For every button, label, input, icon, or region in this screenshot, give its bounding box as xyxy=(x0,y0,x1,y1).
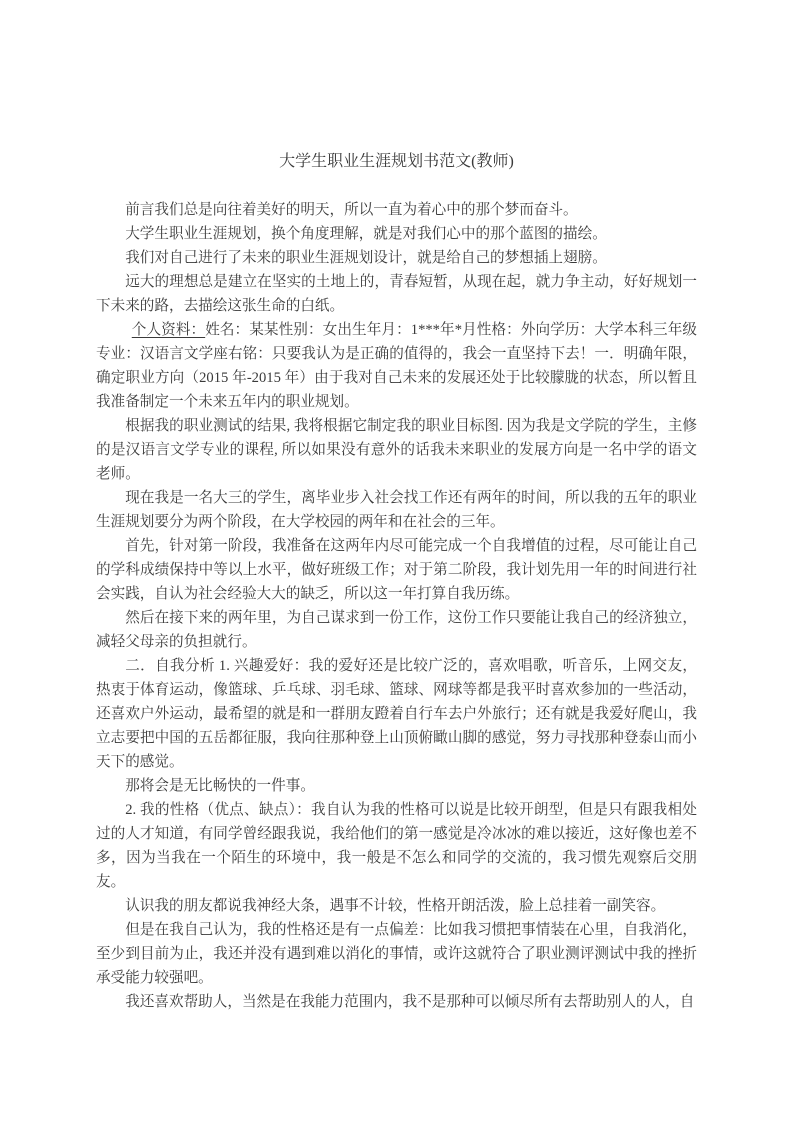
paragraph-self-analysis-hobbies: 二．自我分析 1. 兴趣爱好：我的爱好还是比较广泛的，喜欢唱歌，听音乐，上网交友，热衷于体育运动，像篮球、乒乓球、羽毛球、篮球、网球等都是我平时喜欢参加的一些活动，还喜欢户外运动，最希望的就是和一群朋友蹬着自行车去户外旅行；还有就是我爱好爬山，我立志要把中国的五岳都征服，我向往那种登上山顶俯瞰山脚的感觉，努力寻找那种登泰山而小天下的感觉。 xyxy=(96,658,697,770)
personal-info-underlined-label: 个人资料： xyxy=(131,322,206,338)
personal-info-text: 姓名：某某性别：女出生年月：1***年*月性格：外向学历：大学本科三年级专业：汉语言文学座右铭：只要我认为是正确的值得的，我会一直坚持下去！一．明确年限，确定职业方向（2015 年-2015 年）由于我对自己未来的发展还处于比较朦胧的状态，所以暂且我准备制定一个未来五年内的职业规划。 xyxy=(96,322,697,410)
paragraph-job-goal: 然后在接下来的两年里，为自己谋求到一份工作，这份工作只要能让我自己的经济独立，减轻父母亲的负担就行。 xyxy=(96,610,697,650)
paragraph-two-stages: 现在我是一名大三的学生，离毕业步入社会找工作还有两年的时间，所以我的五年的职业生涯规划要分为两个阶段，在大学校园的两年和在社会的三年。 xyxy=(96,490,697,530)
paragraph-blueprint: 大学生职业生涯规划，换个角度理解，就是对我们心中的那个蓝图的描绘。 xyxy=(125,226,607,242)
paragraph-helping-others: 我还喜欢帮助人，当然是在我能力范围内，我不是那种可以倾尽所有去帮助别人的人，自 xyxy=(125,994,695,1010)
document-title: 大学生职业生涯规划书范文(教师) xyxy=(279,153,514,170)
paragraph-personality-flaws: 但是在我自己认为，我的性格还是有一点偏差：比如我习惯把事情装在心里，自我消化，至少到目前为止，我还并没有遇到难以消化的事情，或许这就符合了职业测评测试中我的挫折承受能力较强吧。 xyxy=(96,922,697,986)
paragraph-friends-opinion: 认识我的朋友都说我神经大条，遇事不计较，性格开朗活泼，脸上总挂着一副笑容。 xyxy=(125,898,666,914)
paragraph-foreword: 前言我们总是向往着美好的明天，所以一直为着心中的那个梦而奋斗。 xyxy=(125,202,578,218)
paragraph-personal-info xyxy=(96,318,697,414)
paragraph-wings: 我们对自己进行了未来的职业生涯规划设计，就是给自己的梦想插上翅膀。 xyxy=(125,250,607,266)
paragraph-ideal: 远大的理想总是建立在坚实的土地上的，青春短暂，从现在起，就力争主动，好好规划一下未来的路，去描绘这张生命的白纸。 xyxy=(96,274,697,314)
paragraph-pleasure: 那将会是无比畅快的一件事。 xyxy=(125,778,315,794)
paragraph-career-test: 根据我的职业测试的结果, 我将根据它制定我的职业目标图. 因为我是文学院的学生，主修的是汉语言文学专业的课程, 所以如果没有意外的话我未来职业的发展方向是一名中学的语文老师。 xyxy=(96,418,697,482)
paragraph-personality: 2. 我的性格（优点、缺点）：我自认为我的性格可以说是比较开朗型，但是只有跟我相处过的人才知道，有同学曾经跟我说，我给他们的第一感觉是冷冰冰的难以接近，这好像也差不多，因为当我在一个陌生的环境中，我一般是不怎么和同学的交流的，我习惯先观察后交朋友。 xyxy=(96,802,697,890)
paragraph-stage-plan: 首先，针对第一阶段，我准备在这两年内尽可能完成一个自我增值的过程，尽可能让自己的学科成绩保持中等以上水平，做好班级工作；对于第二阶段，我计划先用一年的时间进行社会实践，自认为社会经验大大的缺乏，所以这一年打算自我历练。 xyxy=(96,538,697,602)
